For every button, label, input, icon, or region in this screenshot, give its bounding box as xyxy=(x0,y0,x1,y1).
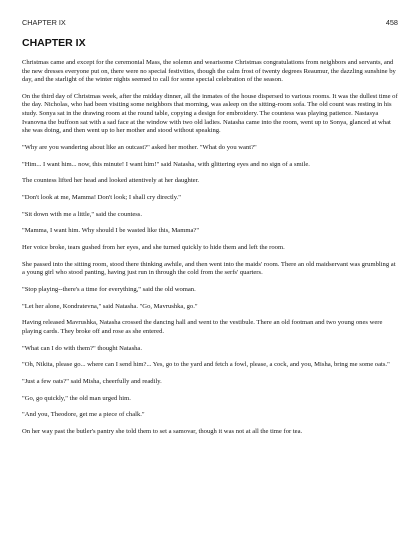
chapter-title: CHAPTER IX xyxy=(22,37,86,49)
page-number: 458 xyxy=(385,18,398,27)
paragraph: "Let her alone, Kondratevna," said Natasha. "Go, Mavrushka, go." xyxy=(22,302,198,310)
running-title: CHAPTER IX xyxy=(22,18,66,27)
paragraph: The countess lifted her head and looked attentively at her daughter. xyxy=(22,177,200,185)
paragraph: Her voice broke, tears gushed from her eyes, and she turned quickly to hide them and left the room. xyxy=(22,244,285,252)
paragraph: "Why are you wandering about like an outcast?" asked her mother. "What do you want?" xyxy=(22,143,257,151)
paragraph: "Stop playing--there's a time for everything," said the old woman. xyxy=(22,286,196,294)
running-header xyxy=(22,18,398,27)
paragraph: "Go, go quickly," the old man urged him. xyxy=(22,394,131,402)
paragraph: Christmas came and except for the ceremonial Mass, the solemn and wearisome Christmas congratulations from neighbors and servants, and the new dresses everyone put on, there were no special festivities, though the calm frost of twenty degrees Reaumur, the dazzling sunshine by day, and the starlight of the winter nights seemed to call for some special celebration of the season. xyxy=(22,59,396,84)
chapter-body xyxy=(22,59,398,437)
paragraph: "Sit down with me a little," said the countess. xyxy=(22,210,143,218)
paragraph: On the third day of Christmas week, after the midday dinner, all the inmates of the house dispersed to various rooms. It was the dullest time of the day. Nicholas, who had been visiting some neighbors that morning, was asleep on the sitting-room sofa. The old count was resting in his study. Sonya sat in the drawing room at the round table, copying a design for embroidery. The countess was playing patience. Nastasya Ivanovna the buffoon sat with a sad face at the window with two old ladies. Natasha came into the room, went up to Sonya, glanced at what she was doing, and then went up to her mother and stood without speaking. xyxy=(22,92,398,135)
paragraph: "What can I do with them?" thought Natasha. xyxy=(22,344,143,352)
paragraph: On her way past the butler's pantry she told them to set a samovar, though it was not at all the time for tea. xyxy=(22,428,303,436)
paragraph: Having released Mavrushka, Natasha crossed the dancing hall and went to the vestibule. There an old footman and two young ones were playing cards. They broke off and rose as she entered. xyxy=(22,319,383,335)
paragraph: "Him... I want him... now, this minute! I want him!" said Natasha, with glittering eyes and no sign of a smile. xyxy=(22,160,310,168)
paragraph: "Don't look at me, Mamma! Don't look; I shall cry directly." xyxy=(22,194,181,201)
paragraph: "Oh, Nikita, please go... where can I send him?... Yes, go to the yard and fetch a fowl, please, a cock, and you, Misha, bring me some oats." xyxy=(22,361,390,369)
paragraph: She passed into the sitting room, stood there thinking awhile, and then went into the maids' room. There an old maidservant was grumbling at a young girl who stood panting, having just run in through the cold from the serfs' quarters. xyxy=(22,260,396,277)
paragraph: "Mamma, I want him. Why should I be wasted like this, Mamma?" xyxy=(22,227,200,235)
paragraph: "Just a few oats?" said Misha, cheerfully and readily. xyxy=(22,378,162,386)
paragraph: "And you, Theodore, get me a piece of chalk." xyxy=(22,411,145,419)
